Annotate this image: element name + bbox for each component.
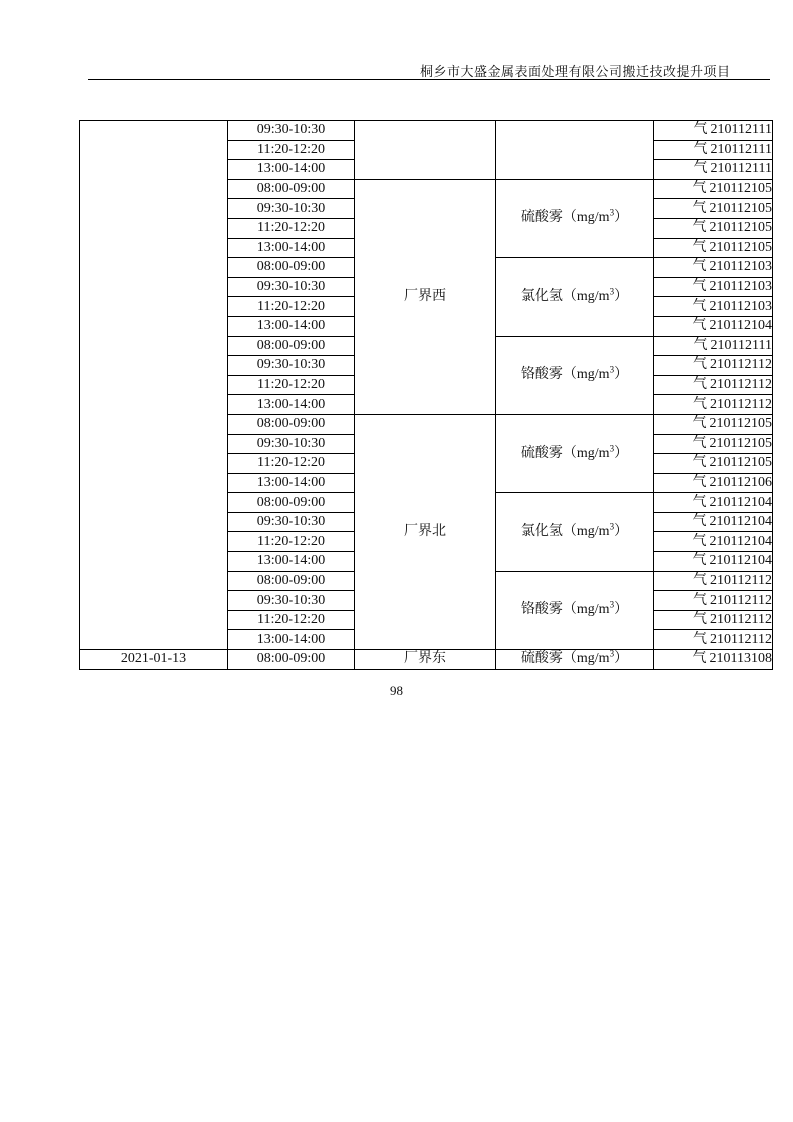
sample-id-value: 210112103 bbox=[709, 259, 772, 275]
sample-id-cell bbox=[654, 356, 773, 376]
sample-id-value: 210112112 bbox=[710, 357, 772, 373]
sample-id-cell bbox=[654, 140, 773, 160]
sample-prefix: 气 bbox=[692, 220, 707, 236]
sample-prefix: 气 bbox=[692, 416, 707, 432]
sample-id-value: 210112111 bbox=[710, 337, 772, 353]
sample-prefix: 气 bbox=[693, 357, 708, 373]
sample-id-cell bbox=[654, 238, 773, 258]
sample-prefix: 气 bbox=[692, 494, 707, 510]
pollutant-cell bbox=[496, 414, 654, 492]
date-cell: 2021-01-13 bbox=[80, 650, 228, 670]
time-cell: 13:00-14:00 bbox=[228, 395, 355, 415]
pollutant-label: 硫酸雾（mg/m bbox=[520, 210, 610, 226]
sample-prefix: 气 bbox=[693, 612, 708, 628]
sample-id-cell bbox=[654, 395, 773, 415]
time-cell: 13:00-14:00 bbox=[228, 473, 355, 493]
time-cell: 09:30-10:30 bbox=[228, 512, 355, 532]
time-cell: 08:00-09:00 bbox=[228, 258, 355, 278]
table-body bbox=[80, 121, 773, 670]
pollutant-label: 铬酸雾（mg/m bbox=[520, 367, 610, 383]
sample-id-cell bbox=[654, 434, 773, 454]
sample-id-cell bbox=[654, 336, 773, 356]
pollutant-cell bbox=[496, 121, 654, 180]
time-cell: 08:00-09:00 bbox=[228, 336, 355, 356]
sample-id-value: 210112112 bbox=[710, 377, 772, 393]
sample-id-cell bbox=[654, 179, 773, 199]
sample-prefix: 气 bbox=[692, 435, 707, 451]
time-cell: 11:20-12:20 bbox=[228, 297, 355, 317]
sample-id-cell bbox=[654, 552, 773, 572]
sample-prefix: 气 bbox=[692, 298, 707, 314]
time-cell: 13:00-14:00 bbox=[228, 316, 355, 336]
unit-superscript: 3 bbox=[609, 207, 615, 218]
sample-id-value: 210112105 bbox=[709, 455, 772, 471]
pollutant-cell bbox=[496, 336, 654, 414]
pollutant-cell bbox=[496, 571, 654, 649]
time-cell: 09:30-10:30 bbox=[228, 591, 355, 611]
sample-prefix: 气 bbox=[692, 474, 707, 490]
sample-id-cell bbox=[654, 297, 773, 317]
unit-superscript: 3 bbox=[609, 649, 615, 659]
sample-id-cell bbox=[654, 218, 773, 238]
sample-id-cell bbox=[654, 650, 773, 670]
sample-id-value: 210112104 bbox=[709, 514, 772, 530]
sample-prefix: 气 bbox=[693, 122, 708, 138]
table-row bbox=[80, 121, 773, 141]
time-cell: 11:20-12:20 bbox=[228, 140, 355, 160]
time-cell: 09:30-10:30 bbox=[228, 121, 355, 141]
sample-id-cell bbox=[654, 493, 773, 513]
date-cell bbox=[80, 121, 228, 650]
location-cell: 厂界西 bbox=[355, 179, 496, 414]
sample-prefix: 气 bbox=[693, 592, 708, 608]
time-cell: 11:20-12:20 bbox=[228, 454, 355, 474]
sample-id-value: 210112112 bbox=[710, 612, 772, 628]
sample-id-cell bbox=[654, 375, 773, 395]
sample-prefix: 气 bbox=[692, 239, 707, 255]
location-cell: 厂界北 bbox=[355, 414, 496, 649]
sample-prefix: 气 bbox=[693, 572, 708, 588]
sample-prefix: 气 bbox=[692, 514, 707, 530]
sample-id-cell bbox=[654, 316, 773, 336]
sample-id-cell bbox=[654, 630, 773, 650]
sample-id-value: 210113108 bbox=[709, 651, 772, 667]
sample-prefix: 气 bbox=[692, 259, 707, 275]
sample-id-cell bbox=[654, 277, 773, 297]
sample-id-value: 210112104 bbox=[709, 318, 772, 334]
sample-id-value: 210112104 bbox=[709, 494, 772, 510]
sample-id-cell bbox=[654, 121, 773, 141]
sample-prefix: 气 bbox=[693, 631, 708, 647]
time-cell: 08:00-09:00 bbox=[228, 571, 355, 591]
unit-superscript: 3 bbox=[609, 521, 615, 532]
sample-id-value: 210112105 bbox=[709, 220, 772, 236]
sample-id-value: 210112112 bbox=[710, 631, 772, 647]
pollutant-label: 氯化氢（mg/m bbox=[520, 288, 610, 304]
time-cell: 09:30-10:30 bbox=[228, 434, 355, 454]
unit-tail: ） bbox=[614, 210, 629, 226]
unit-tail: ） bbox=[614, 367, 629, 383]
unit-superscript: 3 bbox=[609, 364, 615, 375]
unit-superscript: 3 bbox=[609, 599, 615, 610]
sample-id-value: 210112104 bbox=[709, 553, 772, 569]
time-cell: 09:30-10:30 bbox=[228, 277, 355, 297]
sample-id-value: 210112111 bbox=[710, 161, 772, 177]
time-cell: 13:00-14:00 bbox=[228, 630, 355, 650]
sample-prefix: 气 bbox=[693, 396, 708, 412]
time-cell: 13:00-14:00 bbox=[228, 238, 355, 258]
location-cell: 厂界东 bbox=[355, 650, 496, 670]
sample-id-cell bbox=[654, 532, 773, 552]
sample-prefix: 气 bbox=[692, 181, 707, 197]
sample-id-value: 210112111 bbox=[710, 122, 772, 138]
page-number: 98 bbox=[390, 683, 403, 698]
sample-id-cell bbox=[654, 414, 773, 434]
unit-superscript: 3 bbox=[609, 442, 615, 453]
pollutant-cell bbox=[496, 650, 654, 670]
sample-id-value: 210112105 bbox=[709, 181, 772, 197]
sample-prefix: 气 bbox=[693, 337, 708, 353]
sample-id-value: 210112106 bbox=[709, 474, 772, 490]
pollutant-cell bbox=[496, 258, 654, 336]
sample-prefix: 气 bbox=[692, 200, 707, 216]
sample-id-value: 210112105 bbox=[709, 200, 772, 216]
sample-id-value: 210112111 bbox=[710, 141, 772, 157]
time-cell: 08:00-09:00 bbox=[228, 414, 355, 434]
time-cell: 11:20-12:20 bbox=[228, 375, 355, 395]
time-cell: 13:00-14:00 bbox=[228, 552, 355, 572]
sample-id-value: 210112112 bbox=[710, 396, 772, 412]
sample-id-cell bbox=[654, 258, 773, 278]
sample-id-cell bbox=[654, 610, 773, 630]
sample-prefix: 气 bbox=[693, 377, 708, 393]
sample-prefix: 气 bbox=[692, 318, 707, 334]
sample-id-cell bbox=[654, 473, 773, 493]
sample-id-cell bbox=[654, 591, 773, 611]
time-cell: 08:00-09:00 bbox=[228, 493, 355, 513]
time-cell: 08:00-09:00 bbox=[228, 179, 355, 199]
sample-id-value: 210112112 bbox=[710, 572, 772, 588]
sample-prefix: 气 bbox=[692, 455, 707, 471]
sample-id-value: 210112112 bbox=[710, 592, 772, 608]
time-cell: 09:30-10:30 bbox=[228, 199, 355, 219]
pollutant-cell bbox=[496, 179, 654, 257]
sample-prefix: 气 bbox=[692, 279, 707, 295]
sample-id-value: 210112104 bbox=[709, 533, 772, 549]
sample-id-cell bbox=[654, 571, 773, 591]
sample-id-cell bbox=[654, 199, 773, 219]
sample-prefix: 气 bbox=[692, 553, 707, 569]
location-cell bbox=[355, 121, 496, 180]
sample-id-cell bbox=[654, 454, 773, 474]
sample-prefix: 气 bbox=[693, 161, 708, 177]
document-header-title: 桐乡市大盛金属表面处理有限公司搬迁技改提升项目 bbox=[420, 65, 731, 80]
pollutant-label: 硫酸雾（mg/m bbox=[520, 445, 610, 461]
unit-tail: ） bbox=[614, 602, 629, 618]
pollutant-label: 硫酸雾（mg/m bbox=[520, 651, 610, 667]
unit-tail: ） bbox=[614, 523, 629, 539]
sample-id-cell bbox=[654, 160, 773, 180]
unit-superscript: 3 bbox=[609, 286, 615, 297]
table-row bbox=[80, 650, 773, 670]
sample-id-value: 210112105 bbox=[709, 416, 772, 432]
sample-id-value: 210112103 bbox=[709, 298, 772, 314]
time-cell: 13:00-14:00 bbox=[228, 160, 355, 180]
monitoring-sample-table bbox=[79, 120, 773, 670]
pollutant-label: 铬酸雾（mg/m bbox=[520, 602, 610, 618]
sample-prefix: 气 bbox=[692, 651, 707, 667]
unit-tail: ） bbox=[614, 288, 629, 304]
time-cell: 08:00-09:00 bbox=[228, 650, 355, 670]
unit-tail: ） bbox=[614, 445, 629, 461]
sample-prefix: 气 bbox=[692, 533, 707, 549]
pollutant-label: 氯化氢（mg/m bbox=[520, 523, 610, 539]
sample-prefix: 气 bbox=[693, 141, 708, 157]
sample-id-value: 210112103 bbox=[709, 279, 772, 295]
sample-id-value: 210112105 bbox=[709, 435, 772, 451]
sample-id-value: 210112105 bbox=[709, 239, 772, 255]
pollutant-cell bbox=[496, 493, 654, 571]
sample-id-cell bbox=[654, 512, 773, 532]
unit-tail: ） bbox=[614, 651, 629, 667]
time-cell: 11:20-12:20 bbox=[228, 218, 355, 238]
time-cell: 09:30-10:30 bbox=[228, 356, 355, 376]
time-cell: 11:20-12:20 bbox=[228, 532, 355, 552]
time-cell: 11:20-12:20 bbox=[228, 610, 355, 630]
header-rule bbox=[88, 79, 770, 80]
